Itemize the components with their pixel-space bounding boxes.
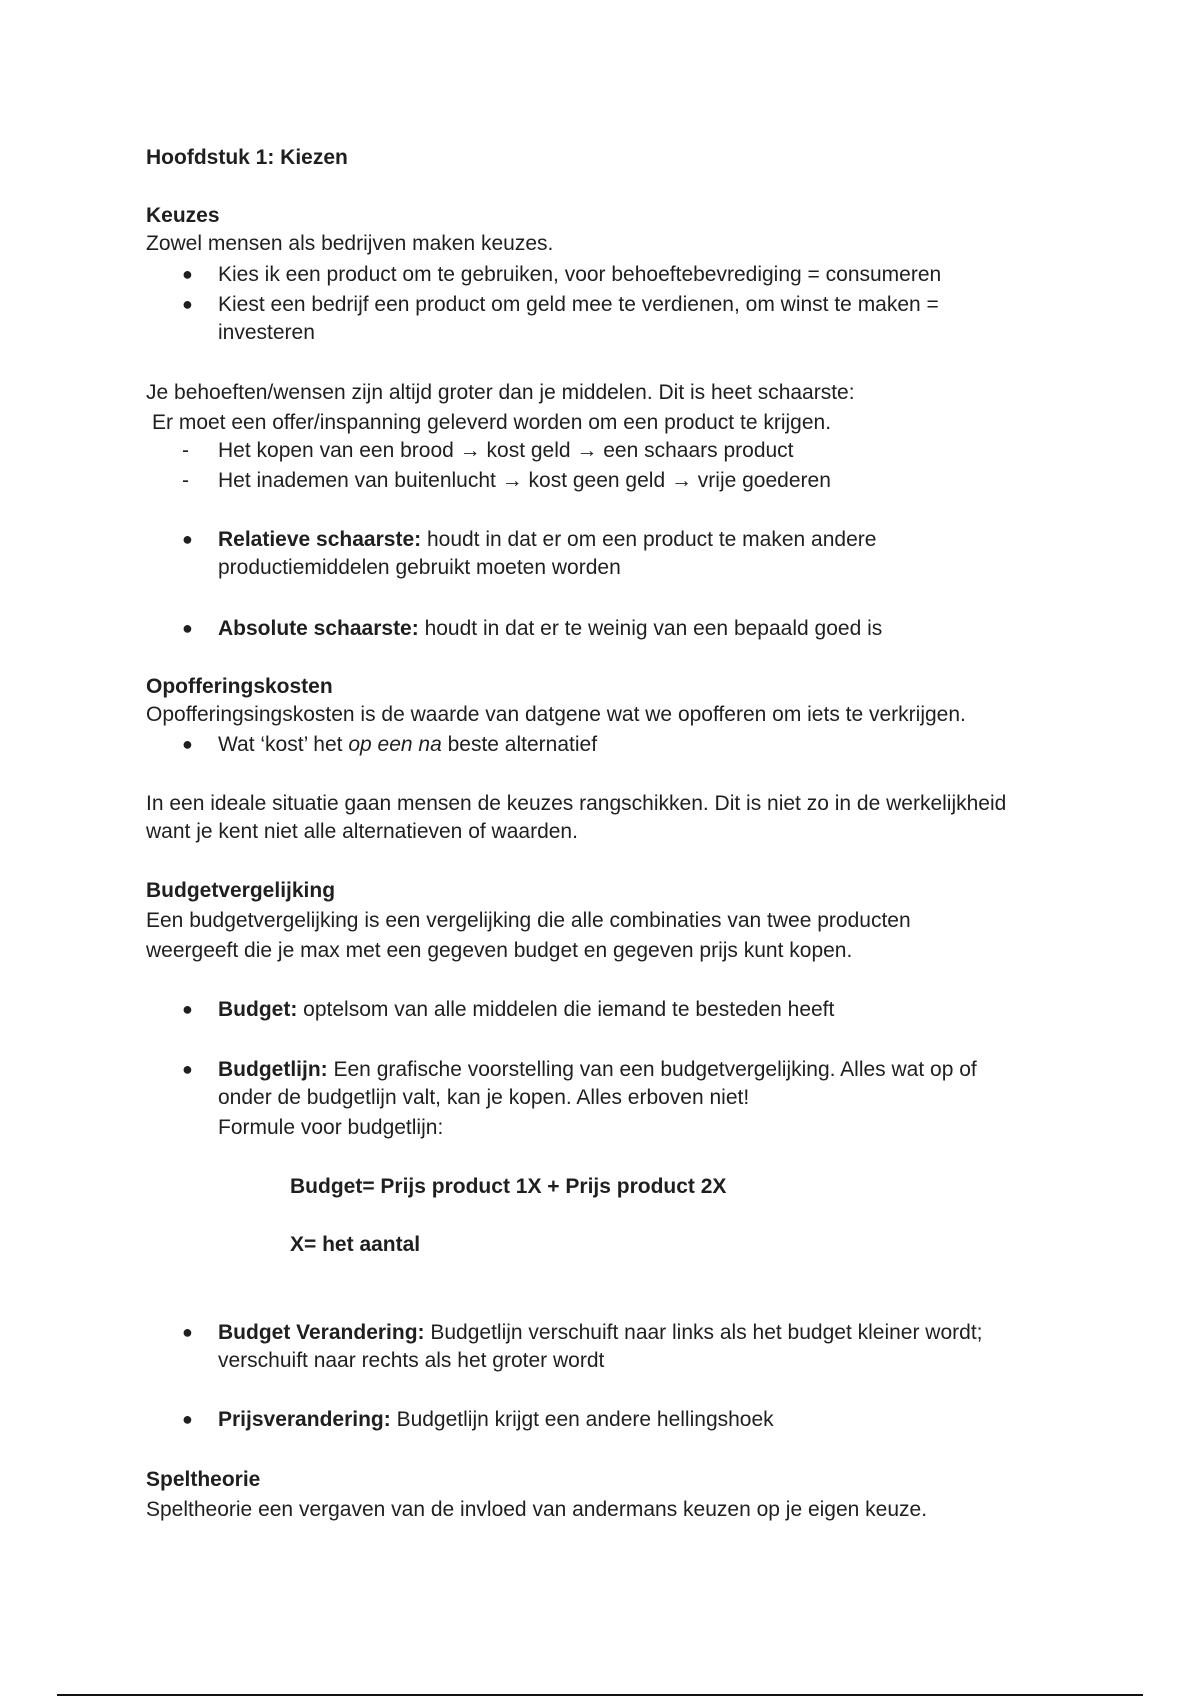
bullet-icon: ● <box>182 1322 193 1342</box>
bullet-icon: ● <box>182 294 193 314</box>
heading-opofferingskosten: Opofferingskosten <box>146 675 333 698</box>
bullet-icon: ● <box>182 618 193 638</box>
keuzes-bullet-2: Kiest een bedrijf een product om geld mee te verdienen, om winst te maken = <box>218 293 939 316</box>
heading-budgetvergelijking: Budgetvergelijking <box>146 879 336 902</box>
speltheorie-text: Speltheorie een vergaven van de invloed van andermans keuzen op je eigen keuze. <box>146 1498 928 1521</box>
schaarste-dash-1: Het kopen van een brood → kost geld → een schaars product <box>218 439 794 462</box>
bullet-icon: ● <box>182 999 193 1019</box>
prijsverandering <box>218 1406 774 1434</box>
absolute-schaarste-text: houdt in dat er te weinig van een bepaald goed is <box>418 617 883 640</box>
budget-verandering-cont: verschuift naar rechts als het groter wordt <box>218 1349 605 1372</box>
budget-formula: Budget= Prijs product 1X + Prijs product 2X <box>290 1175 727 1198</box>
relatieve-schaarste <box>218 526 876 554</box>
schaarste-line-1: Je behoeften/wensen zijn altijd groter dan je middelen. Dit is heet schaarste: <box>146 381 855 404</box>
budget-verandering-label: Budget Verandering: <box>218 1321 425 1344</box>
absolute-schaarste-label: Absolute schaarste: <box>218 617 419 640</box>
dash-marker: - <box>182 469 189 492</box>
prijsverandering-text: Budgetlijn krijgt een andere hellingshoek <box>390 1408 774 1431</box>
keuzes-bullet-2-cont: investeren <box>218 321 315 344</box>
budget-intro-1: Een budgetvergelijking is een vergelijking die alle combinaties van twee producten <box>146 909 911 932</box>
page-title: Hoofdstuk 1: Kiezen <box>146 146 348 169</box>
bullet-icon: ● <box>182 264 193 284</box>
budget-text: optelsom van alle middelen die iemand te besteden heeft <box>297 998 835 1021</box>
budgetlijn-cont-2: Formule voor budgetlijn: <box>218 1116 444 1139</box>
opoffering-para-2: want je kent niet alle alternatieven of waarden. <box>146 820 578 843</box>
budget-label: Budget: <box>218 998 298 1021</box>
heading-keuzes: Keuzes <box>146 204 220 227</box>
opoffering-bullet-pre: Wat ‘kost’ het <box>218 733 349 756</box>
budgetlijn-text: Een grafische voorstelling van een budgetvergelijking. Alles wat op of <box>327 1058 977 1081</box>
absolute-schaarste <box>218 615 882 643</box>
opoffering-bullet-post: beste alternatief <box>441 733 598 756</box>
bullet-icon: ● <box>182 1059 193 1079</box>
budget-definition <box>218 996 834 1024</box>
budgetlijn-definition <box>218 1056 977 1084</box>
budget-verandering-text: Budgetlijn verschuift naar links als het budget kleiner wordt; <box>424 1321 983 1344</box>
budget-intro-2: weergeeft die je max met een gegeven budget en gegeven prijs kunt kopen. <box>146 939 853 962</box>
keuzes-bullet-1: Kies ik een product om te gebruiken, voor behoeftebevrediging = consumeren <box>218 263 942 286</box>
budget-verandering <box>218 1319 983 1347</box>
keuzes-intro: Zowel mensen als bedrijven maken keuzes. <box>146 232 554 255</box>
schaarste-dash-2: Het inademen van buitenlucht → kost geen geld → vrije goederen <box>218 469 831 492</box>
opoffering-para-1: In een ideale situatie gaan mensen de keuzes rangschikken. Dit is niet zo in de werkelijkheid <box>146 792 1007 815</box>
opoffering-intro: Opofferingsingskosten is de waarde van datgene wat we opofferen om iets te verkrijgen. <box>146 703 966 726</box>
prijsverandering-label: Prijsverandering: <box>218 1408 391 1431</box>
page-bottom-rule <box>57 1694 1143 1696</box>
relatieve-schaarste-cont: productiemiddelen gebruikt moeten worden <box>218 556 621 579</box>
relatieve-schaarste-text: houdt in dat er om een product te maken andere <box>421 528 877 551</box>
budgetlijn-label: Budgetlijn: <box>218 1058 328 1081</box>
opoffering-bullet <box>218 731 597 759</box>
budget-formula-x: X= het aantal <box>290 1233 421 1256</box>
relatieve-schaarste-label: Relatieve schaarste: <box>218 528 422 551</box>
opoffering-bullet-em: op een na <box>348 733 442 756</box>
bullet-icon: ● <box>182 734 193 754</box>
bullet-icon: ● <box>182 529 193 549</box>
budgetlijn-cont-1: onder de budgetlijn valt, kan je kopen. Alles erboven niet! <box>218 1086 750 1109</box>
schaarste-line-2: Er moet een offer/inspanning geleverd worden om een product te krijgen. <box>152 411 832 434</box>
dash-marker: - <box>182 439 189 462</box>
heading-speltheorie: Speltheorie <box>146 1468 261 1491</box>
bullet-icon: ● <box>182 1409 193 1429</box>
